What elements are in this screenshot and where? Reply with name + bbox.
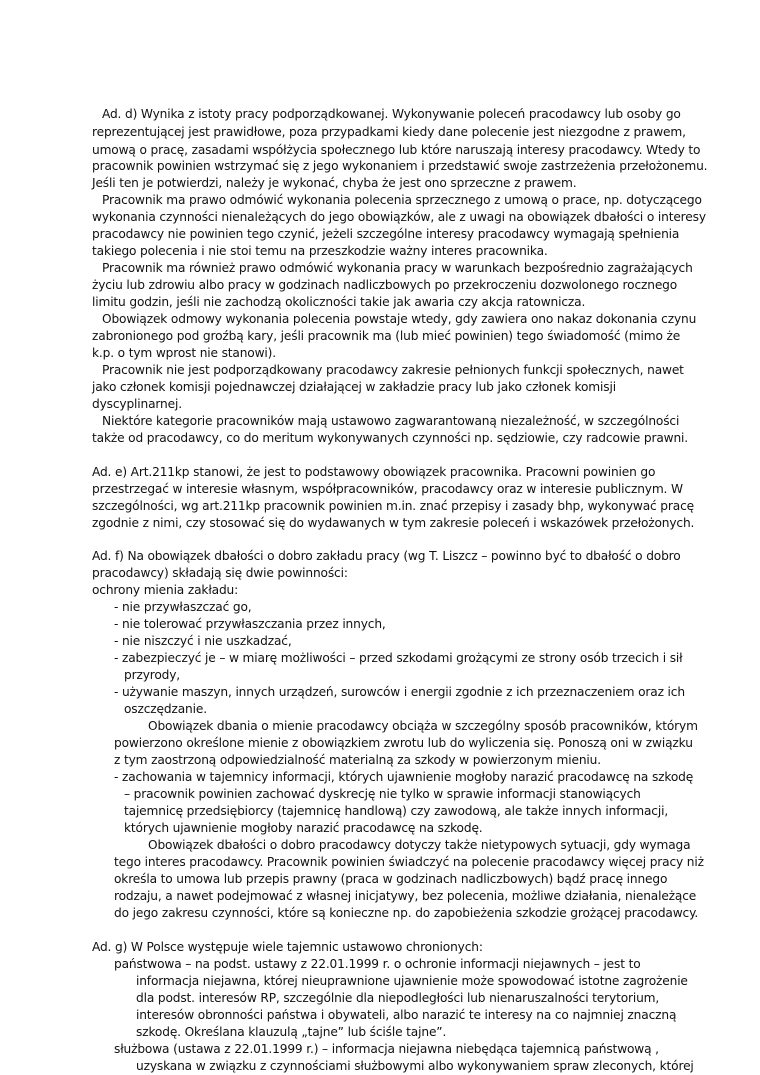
text-line: służbowa (ustawa z 22.01.1999 r.) – informacja niejawna niebędąca tajemnicą państwową , bbox=[114, 1042, 659, 1056]
text-line: tajemnicę przedsiębiorcy (tajemnicę handlową) czy zawodową, ale także innych informacji, bbox=[124, 804, 669, 818]
text-line: reprezentującej jest prawidłowe, poza przypadkami kiedy dane polecenie jest niezgodne z prawem, bbox=[92, 125, 686, 139]
list-item: - nie przywłaszczać go, bbox=[114, 600, 252, 614]
text-line: szczególności, wg art.211kp pracownik powinien m.in. znać przepisy i zasady bhp, wykonywać pracę bbox=[92, 499, 694, 513]
text-line: Obowiązek odmowy wykonania polecenia powstaje wtedy, gdy zawiera ono nakaz dokonania czynu bbox=[102, 312, 697, 326]
text-line: oszczędzanie. bbox=[124, 702, 207, 716]
text-line: życiu lub zdrowiu albo pracy w godzinach nadliczbowych po przekroczeniu dozwolonego rocznego bbox=[92, 278, 678, 292]
text-line: Niektóre kategorie pracowników mają ustawowo zagwarantowaną niezależność, w szczególności bbox=[102, 414, 680, 428]
text-line: przyrody, bbox=[124, 668, 181, 682]
text-line: dyscyplinarnej. bbox=[92, 397, 182, 411]
text-line: k.p. o tym wprost nie stanowi). bbox=[92, 346, 276, 360]
text-line: Pracownik ma prawo odmówić wykonania polecenia sprzecznego z umową o prace, np. dotyczącego bbox=[102, 193, 702, 207]
text-line: Ad. f) Na obowiązek dbałości o dobro zakładu pracy (wg T. Liszcz – powinno być to dbałość o dobro bbox=[92, 549, 681, 563]
text-line: z tym zaostrzoną odpowiedzialność materialną za szkody w powierzonym mieniu. bbox=[114, 753, 601, 767]
text-line: interesów obronności państwa i obywateli, albo narazić te interesy na co najmniej znaczną bbox=[136, 1008, 677, 1022]
list-item: - nie tolerować przywłaszczania przez innych, bbox=[114, 617, 386, 631]
text-line: ochrony mienia zakładu: bbox=[92, 583, 239, 597]
text-line: Ad. g) W Polsce występuje wiele tajemnic ustawowo chronionych: bbox=[92, 940, 483, 954]
text-line: umową o pracę, zasadami współżycia społecznego lub które naruszają interesy pracodawcy. Wtedy to bbox=[92, 143, 701, 157]
text-line: Pracownik nie jest podporządkowany pracodawcy zakresie pełnionych funkcji społecznych, nawet bbox=[102, 363, 684, 377]
text-line: Jeśli ten je potwierdzi, należy je wykonać, chyba że jest ono sprzeczne z prawem. bbox=[92, 176, 577, 190]
text-line: zabronionego pod groźbą kary, jeśli pracownik ma (lub mieć powinien) tego świadomość (mimo że bbox=[92, 329, 681, 343]
text-line: powierzono określone mienie z obowiązkiem zwrotu lub do wyliczenia się. Ponoszą oni w związku bbox=[114, 736, 693, 750]
text-line: także od pracodawcy, co do meritum wykonywanych czynności np. sędziowie, czy radcowie prawni. bbox=[92, 431, 688, 445]
text-line: przestrzegać w interesie własnym, współpracowników, pracodawcy oraz w interesie publicznym. W bbox=[92, 482, 683, 496]
text-line: uzyskana w związku z czynnościami służbowymi albo wykonywaniem spraw zleconych, której bbox=[136, 1059, 694, 1073]
text-line: Obowiązek dbania o mienie pracodawcy obciąża w szczególny sposób pracowników, którym bbox=[148, 719, 698, 733]
text-line: rodzaju, a nawet podejmować z własnej inicjatywy, bez polecenia, możliwe działania, nienależące bbox=[114, 889, 697, 903]
list-item: - używanie maszyn, innych urządzeń, surowców i energii zgodnie z ich przeznaczeniem oraz ich bbox=[114, 685, 685, 699]
text-line: pracownik powinien wstrzymać się z jego wykonaniem i przedstawić swoje zastrzeżenia przełożonemu. bbox=[92, 159, 708, 173]
text-line: określa to umowa lub przepis prawny (praca w godzinach nadliczbowych) bądź pracę innego bbox=[114, 872, 668, 886]
text-line: Ad. e) Art.211kp stanowi, że jest to podstawowy obowiązek pracownika. Pracowni powinien go bbox=[92, 465, 656, 479]
text-line: wykonania czynności nienależących do jego obowiązków, ale z uwagi na obowiązek dbałości o interesy bbox=[92, 210, 706, 224]
text-line: do jego zakresu czynności, które są konieczne np. do zapobieżenia szkodzie grożącej pracodawcy. bbox=[114, 906, 699, 920]
list-item: - zachowania w tajemnicy informacji, których ujawnienie mogłoby narazić pracodawcę na szkodę bbox=[114, 770, 694, 784]
text-line: szkodę. Określana klauzulą „tajne” lub ściśle tajne”. bbox=[136, 1025, 447, 1039]
text-line: Pracownik ma również prawo odmówić wykonania pracy w warunkach bezpośrednio zagrażających bbox=[102, 261, 693, 275]
text-line: informacja niejawna, której nieuprawnione ujawnienie może spowodować istotne zagrożenie bbox=[136, 974, 688, 988]
list-item: - nie niszczyć i nie uszkadzać, bbox=[114, 634, 292, 648]
list-item: - zabezpieczyć je – w miarę możliwości – przed szkodami grożącymi ze strony osób trzecich i sił bbox=[114, 651, 683, 665]
text-line: limitu godzin, jeśli nie zachodzą okoliczności takie jak awaria czy akcja ratownicza. bbox=[92, 295, 586, 309]
text-line: pracodawcy nie powinien tego czynić, jeżeli szczególne interesy pracodawcy wymagają spełnienia bbox=[92, 227, 680, 241]
text-line: tego interes pracodawcy. Pracownik powinien świadczyć na polecenie pracodawcy więcej pracy niż bbox=[114, 855, 704, 869]
text-line: zgodnie z nimi, czy stosować się do wydawanych w tym zakresie poleceń i wskazówek przełożonych. bbox=[92, 516, 695, 530]
text-line: jako członek komisji pojednawczej działającej w zakładzie pracy lub jako członek komisji bbox=[92, 380, 616, 394]
text-line: – pracownik powinien zachować dyskrecję nie tylko w sprawie informacji stanowiących bbox=[124, 787, 641, 801]
text-line: dla podst. interesów RP, szczególnie dla niepodległości lub nienaruszalności terytorium, bbox=[136, 991, 660, 1005]
text-line: państwowa – na podst. ustawy z 22.01.1999 r. o ochronie informacji niejawnych – jest to bbox=[114, 957, 641, 971]
text-line: których ujawnienie mogłoby narazić pracodawcę na szkodę. bbox=[124, 821, 483, 835]
text-line: Obowiązek dbałości o dobro pracodawcy dotyczy także nietypowych sytuacji, gdy wymaga bbox=[148, 838, 691, 852]
text-line: takiego polecenia i nie stoi temu na przeszkodzie ważny interes pracownika. bbox=[92, 244, 548, 258]
text-line: pracodawcy) składają się dwie powinności: bbox=[92, 566, 348, 580]
text-line: Ad. d) Wynika z istoty pracy podporządkowanej. Wykonywanie poleceń pracodawcy lub osoby go bbox=[102, 107, 681, 121]
